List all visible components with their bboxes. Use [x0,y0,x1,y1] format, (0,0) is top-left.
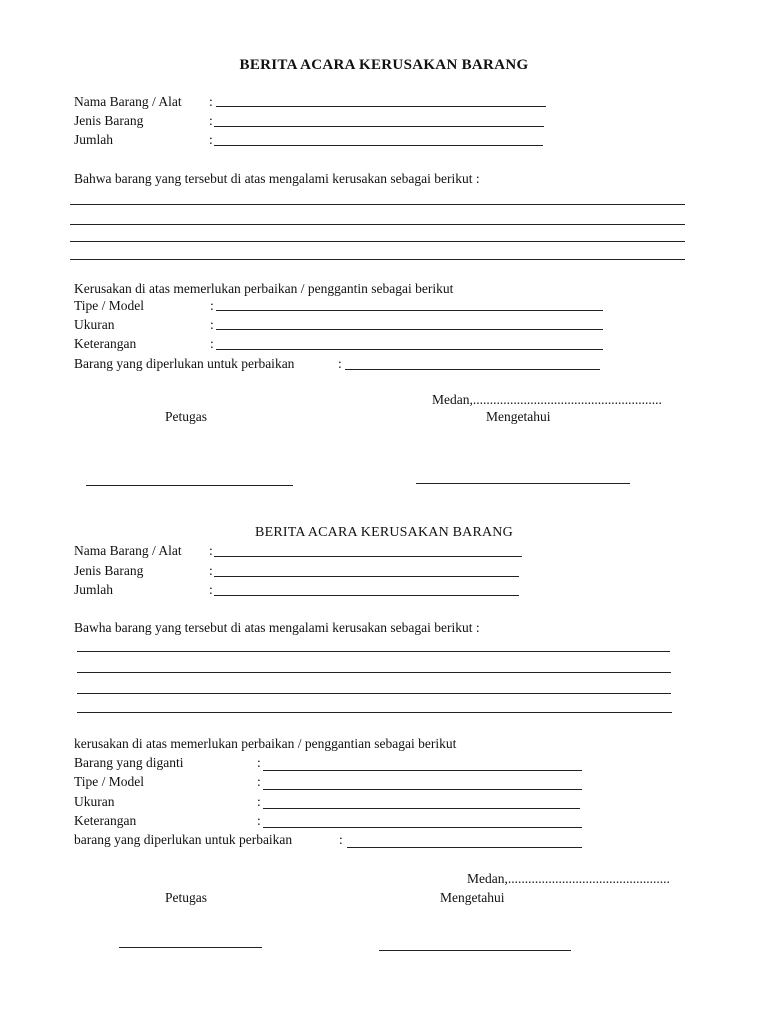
form1-label-jenis-barang: Jenis Barang [74,113,144,128]
form2-damage-line-2[interactable] [77,672,671,673]
form2-damage-intro: Bawha barang yang tersebut di atas mengalami kerusakan sebagai berikut : [74,620,480,635]
form1-officer-signature-line[interactable] [86,485,293,486]
form1-acknowledge-label: Mengetahui [486,409,551,424]
form2-ukuran-line[interactable] [263,808,580,809]
form2-tipe-model-line[interactable] [263,789,582,790]
form2-colon: : [209,543,213,558]
form2-damage-line-4[interactable] [77,712,672,713]
form1-jenis-barang-line[interactable] [214,126,544,127]
form2-acknowledge-label: Mengetahui [440,890,505,905]
form2-title: BERITA ACARA KERUSAKAN BARANG [255,525,513,540]
form2-label-jenis-barang: Jenis Barang [74,563,144,578]
form2-colon: : [209,582,213,597]
form2-needed-line[interactable] [347,847,582,848]
form1-label-tipe-model: Tipe / Model [74,298,145,313]
form2-needed-label: barang yang diperlukan untuk perbaikan [74,832,293,847]
form1-place-date[interactable]: Medan,........................................................ [432,392,662,407]
form2-label-keterangan: Keterangan [74,813,137,828]
form2-label-nama-barang: Nama Barang / Alat [74,543,182,558]
form1-label-ukuran: Ukuran [74,317,115,332]
form2-colon: : [209,563,213,578]
form1-colon: : [209,113,213,128]
form2-colon: : [257,794,261,809]
form1-damage-line-1[interactable] [70,204,685,205]
form2-officer-signature-line[interactable] [119,947,262,948]
form2-place-date[interactable]: Medan,................................................ [467,871,670,886]
form2-label-tipe-model: Tipe / Model [74,774,145,789]
form2-keterangan-line[interactable] [263,827,582,828]
form1-colon: : [210,336,214,351]
form1-tipe-model-line[interactable] [216,310,603,311]
form1-needed-line[interactable] [345,369,600,370]
form1-colon: : [209,132,213,147]
form2-label-ukuran: Ukuran [74,794,115,809]
form2-officer-label: Petugas [165,890,207,905]
form1-nama-barang-line[interactable] [216,106,546,107]
form1-jumlah-line[interactable] [214,145,543,146]
form2-damage-line-3[interactable] [77,693,671,694]
form2-nama-barang-line[interactable] [214,556,522,557]
form1-label-jumlah: Jumlah [74,132,113,147]
form1-acknowledge-signature-line[interactable] [416,483,630,484]
form2-colon: : [257,813,261,828]
form2-colon: : [257,774,261,789]
form1-repair-intro: Kerusakan di atas memerlukan perbaikan / penggantin sebagai berikut [74,281,454,296]
form2-damage-line-1[interactable] [77,651,670,652]
form1-needed-label: Barang yang diperlukan untuk perbaikan [74,356,295,371]
form2-acknowledge-signature-line[interactable] [379,950,571,951]
form2-colon: : [257,755,261,770]
form2-colon: : [339,832,343,847]
form1-label-nama-barang: Nama Barang / Alat [74,94,182,109]
form2-label-jumlah: Jumlah [74,582,113,597]
form1-colon: : [210,317,214,332]
form1-title: BERITA ACARA KERUSAKAN BARANG [239,57,529,73]
form2-repair-intro: kerusakan di atas memerlukan perbaikan / penggantian sebagai berikut [74,736,457,751]
form1-keterangan-line[interactable] [216,349,603,350]
form1-colon: : [338,356,342,371]
form1-colon: : [209,94,213,109]
form1-damage-line-2[interactable] [70,224,685,225]
form1-damage-line-3[interactable] [70,241,685,242]
form1-damage-intro: Bahwa barang yang tersebut di atas mengalami kerusakan sebagai berikut : [74,171,480,186]
form1-officer-label: Petugas [165,409,207,424]
form1-ukuran-line[interactable] [216,329,603,330]
form2-jumlah-line[interactable] [214,595,519,596]
form2-barang-diganti-line[interactable] [263,770,582,771]
form2-label-barang-diganti: Barang yang diganti [74,755,184,770]
form1-damage-line-4[interactable] [70,259,685,260]
form1-colon: : [210,298,214,313]
form2-jenis-barang-line[interactable] [214,576,519,577]
form1-label-keterangan: Keterangan [74,336,137,351]
